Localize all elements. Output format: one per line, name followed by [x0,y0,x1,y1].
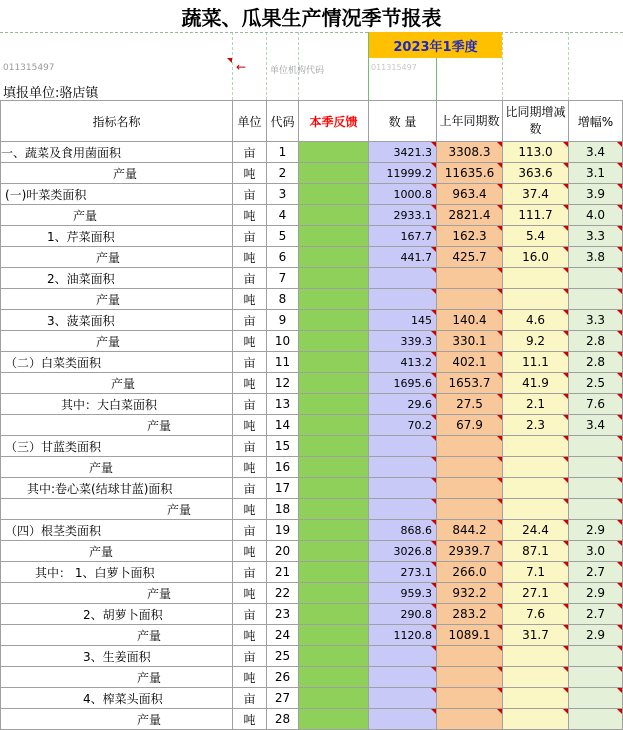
row-code: 11 [267,352,299,373]
row-code: 1 [267,142,299,163]
row-qty[interactable]: 339.3 [369,331,437,352]
row-rate[interactable] [569,499,623,520]
row-name: 产量 [1,373,233,394]
row-unit: 吨 [233,709,267,730]
row-code: 15 [267,436,299,457]
row-rate[interactable]: 3.3 [569,310,623,331]
row-diff[interactable]: 11.1 [503,352,569,373]
row-prev[interactable]: 402.1 [437,352,503,373]
row-name: 其中：大白菜面积 [1,394,233,415]
row-feedback[interactable] [299,184,369,205]
row-diff[interactable]: 2.1 [503,394,569,415]
table-row [1,310,623,331]
row-diff[interactable] [503,436,569,457]
row-feedback[interactable] [299,268,369,289]
table-row [1,394,623,415]
row-prev[interactable]: 330.1 [437,331,503,352]
row-feedback[interactable] [299,394,369,415]
row-prev[interactable] [437,688,503,709]
row-unit: 亩 [233,184,267,205]
row-diff[interactable]: 7.1 [503,562,569,583]
arrow-left-icon: ← [236,60,247,74]
row-feedback[interactable] [299,415,369,436]
table-row [1,268,623,289]
row-qty[interactable] [369,478,437,499]
row-feedback[interactable] [299,604,369,625]
row-rate[interactable]: 2.5 [569,373,623,394]
row-rate[interactable]: 3.4 [569,142,623,163]
table-row [1,226,623,247]
row-qty[interactable]: 167.7 [369,226,437,247]
row-feedback[interactable] [299,373,369,394]
row-name: (一)叶菜类面积 [1,184,233,205]
report-title: 蔬菜、瓜果生产情况季节报表 [0,0,623,33]
row-prev[interactable]: 140.4 [437,310,503,331]
row-feedback[interactable] [299,205,369,226]
row-prev[interactable]: 27.5 [437,394,503,415]
row-code: 28 [267,709,299,730]
row-name: 4、榨菜头面积 [1,688,233,709]
row-feedback[interactable] [299,583,369,604]
table-row [1,184,623,205]
row-diff[interactable] [503,457,569,478]
row-unit: 吨 [233,499,267,520]
row-name: 产量 [1,289,233,310]
row-rate[interactable] [569,667,623,688]
row-prev[interactable]: 2821.4 [437,205,503,226]
row-code: 21 [267,562,299,583]
table-row [1,352,623,373]
row-name: 产量 [1,667,233,688]
row-feedback[interactable] [299,142,369,163]
row-name: 2、油菜面积 [1,268,233,289]
row-diff[interactable]: 31.7 [503,625,569,646]
row-name: 3、生姜面积 [1,646,233,667]
table-row [1,646,623,667]
row-prev[interactable]: 11635.6 [437,163,503,184]
row-unit: 亩 [233,352,267,373]
header-feedback: 本季反馈 [299,101,369,142]
row-rate[interactable]: 4.0 [569,205,623,226]
row-name: （三）甘蓝类面积 [1,436,233,457]
row-prev[interactable]: 932.2 [437,583,503,604]
row-diff[interactable] [503,688,569,709]
row-name: 产量 [1,499,233,520]
row-qty[interactable] [369,646,437,667]
row-qty[interactable] [369,709,437,730]
row-diff[interactable] [503,268,569,289]
row-diff[interactable] [503,289,569,310]
row-name: （四）根茎类面积 [1,520,233,541]
row-prev[interactable]: 844.2 [437,520,503,541]
row-code: 22 [267,583,299,604]
row-rate[interactable] [569,709,623,730]
reporting-unit-row [0,80,623,101]
row-diff[interactable]: 24.4 [503,520,569,541]
row-feedback[interactable] [299,499,369,520]
row-feedback[interactable] [299,709,369,730]
row-code: 4 [267,205,299,226]
row-diff[interactable]: 4.6 [503,310,569,331]
row-unit: 吨 [233,667,267,688]
row-code: 8 [267,289,299,310]
row-diff[interactable]: 27.1 [503,583,569,604]
row-unit: 吨 [233,415,267,436]
row-prev[interactable] [437,646,503,667]
row-feedback[interactable] [299,352,369,373]
row-unit: 吨 [233,331,267,352]
row-rate[interactable] [569,289,623,310]
row-unit: 吨 [233,163,267,184]
row-code: 26 [267,667,299,688]
row-rate[interactable]: 2.9 [569,520,623,541]
row-name: 一、蔬菜及食用菌面积 [1,142,233,163]
row-diff[interactable] [503,709,569,730]
row-qty[interactable]: 1000.8 [369,184,437,205]
row-rate[interactable]: 3.9 [569,184,623,205]
row-feedback[interactable] [299,331,369,352]
row-unit: 亩 [233,562,267,583]
table-row [1,478,623,499]
row-qty[interactable]: 959.3 [369,583,437,604]
row-code: 7 [267,268,299,289]
row-name: 产量 [1,709,233,730]
row-name: 产量 [1,415,233,436]
row-diff[interactable] [503,646,569,667]
table-row [1,163,623,184]
row-code: 9 [267,310,299,331]
row-unit: 吨 [233,373,267,394]
table-row [1,709,623,730]
row-rate[interactable] [569,436,623,457]
row-unit: 亩 [233,688,267,709]
row-prev[interactable]: 3308.3 [437,142,503,163]
row-rate[interactable] [569,478,623,499]
row-qty[interactable] [369,688,437,709]
row-name: 产量 [1,625,233,646]
row-prev[interactable] [437,289,503,310]
table-row [1,436,623,457]
row-rate[interactable]: 3.4 [569,415,623,436]
row-code: 17 [267,478,299,499]
org-code-row [0,58,623,80]
row-qty[interactable]: 273.1 [369,562,437,583]
row-code: 24 [267,625,299,646]
table-row [1,583,623,604]
table-row [1,331,623,352]
row-prev[interactable]: 283.2 [437,604,503,625]
table-row [1,142,623,163]
row-qty[interactable] [369,436,437,457]
row-unit: 亩 [233,394,267,415]
header-diff: 比同期增减数 [503,101,569,142]
row-code: 13 [267,394,299,415]
row-prev[interactable] [437,709,503,730]
table-row [1,541,623,562]
row-feedback[interactable] [299,457,369,478]
row-diff[interactable]: 111.7 [503,205,569,226]
row-rate[interactable]: 2.9 [569,583,623,604]
row-diff[interactable]: 363.6 [503,163,569,184]
row-rate[interactable]: 3.0 [569,541,623,562]
row-code: 2 [267,163,299,184]
row-qty[interactable]: 29.6 [369,394,437,415]
row-code: 6 [267,247,299,268]
row-feedback[interactable] [299,688,369,709]
row-rate[interactable]: 2.7 [569,604,623,625]
row-unit: 亩 [233,520,267,541]
row-prev[interactable]: 1089.1 [437,625,503,646]
row-rate[interactable]: 7.6 [569,394,623,415]
row-name: 产量 [1,583,233,604]
row-rate[interactable]: 2.8 [569,352,623,373]
row-feedback[interactable] [299,436,369,457]
row-diff[interactable] [503,667,569,688]
header-qty: 数 量 [369,101,437,142]
row-name: 1、芹菜面积 [1,226,233,247]
row-diff[interactable]: 5.4 [503,226,569,247]
row-qty[interactable]: 441.7 [369,247,437,268]
row-name: 产量 [1,331,233,352]
row-rate[interactable]: 2.9 [569,625,623,646]
row-prev[interactable]: 162.3 [437,226,503,247]
row-qty[interactable]: 868.6 [369,520,437,541]
row-unit: 亩 [233,604,267,625]
table-row [1,415,623,436]
row-unit: 吨 [233,247,267,268]
row-qty[interactable]: 145 [369,310,437,331]
org-code-label: 单位机构代码 [270,66,325,76]
org-code-value[interactable]: 011315497 [3,63,55,73]
row-prev[interactable] [437,667,503,688]
table-row [1,373,623,394]
table-row [1,289,623,310]
row-prev[interactable]: 425.7 [437,247,503,268]
row-feedback[interactable] [299,226,369,247]
row-feedback[interactable] [299,562,369,583]
row-unit: 吨 [233,457,267,478]
row-unit: 吨 [233,583,267,604]
row-unit: 亩 [233,310,267,331]
table-row [1,625,623,646]
row-code: 25 [267,646,299,667]
header-code: 代码 [267,101,299,142]
table-row [1,520,623,541]
row-prev[interactable] [437,499,503,520]
row-rate[interactable] [569,646,623,667]
row-feedback[interactable] [299,478,369,499]
row-feedback[interactable] [299,289,369,310]
row-qty[interactable]: 70.2 [369,415,437,436]
row-feedback[interactable] [299,247,369,268]
row-prev[interactable]: 2939.7 [437,541,503,562]
row-rate[interactable] [569,457,623,478]
row-qty[interactable]: 290.8 [369,604,437,625]
row-diff[interactable]: 87.1 [503,541,569,562]
row-prev[interactable]: 266.0 [437,562,503,583]
row-feedback[interactable] [299,520,369,541]
row-code: 5 [267,226,299,247]
table-row [1,247,623,268]
row-diff[interactable]: 41.9 [503,373,569,394]
row-name: 产量 [1,247,233,268]
row-code: 23 [267,604,299,625]
row-qty[interactable] [369,499,437,520]
row-prev[interactable] [437,268,503,289]
row-diff[interactable]: 2.3 [503,415,569,436]
row-code: 3 [267,184,299,205]
row-unit: 亩 [233,268,267,289]
row-diff[interactable]: 16.0 [503,247,569,268]
row-prev[interactable]: 67.9 [437,415,503,436]
row-rate[interactable] [569,268,623,289]
row-unit: 亩 [233,478,267,499]
row-diff[interactable]: 7.6 [503,604,569,625]
row-qty[interactable] [369,457,437,478]
row-qty[interactable]: 1695.6 [369,373,437,394]
row-qty[interactable]: 11999.2 [369,163,437,184]
quarter-label[interactable]: 2023年1季度 [369,32,502,58]
row-name: 2、胡萝卜面积 [1,604,233,625]
row-feedback[interactable] [299,310,369,331]
row-code: 20 [267,541,299,562]
row-feedback[interactable] [299,646,369,667]
data-table [0,100,623,730]
table-row [1,457,623,478]
row-feedback[interactable] [299,541,369,562]
row-rate[interactable]: 3.8 [569,247,623,268]
row-unit: 亩 [233,436,267,457]
row-diff[interactable] [503,499,569,520]
reporting-unit: 填报单位:骆店镇 [3,86,99,101]
row-rate[interactable]: 3.3 [569,226,623,247]
row-name: 其中： 1、白萝卜面积 [1,562,233,583]
row-unit: 吨 [233,289,267,310]
row-prev[interactable]: 1653.7 [437,373,503,394]
row-qty[interactable]: 3421.3 [369,142,437,163]
row-rate[interactable]: 2.8 [569,331,623,352]
table-row [1,688,623,709]
row-prev[interactable]: 963.4 [437,184,503,205]
row-code: 19 [267,520,299,541]
row-code: 18 [267,499,299,520]
table-row [1,562,623,583]
row-unit: 吨 [233,541,267,562]
row-diff[interactable] [503,478,569,499]
row-feedback[interactable] [299,667,369,688]
row-name: （二）白菜类面积 [1,352,233,373]
table-row [1,667,623,688]
header-rate: 增幅% [569,101,623,142]
header-prev: 上年同期数 [437,101,503,142]
row-qty[interactable] [369,268,437,289]
row-qty[interactable] [369,289,437,310]
row-unit: 吨 [233,205,267,226]
row-qty[interactable]: 2933.1 [369,205,437,226]
row-qty[interactable]: 3026.8 [369,541,437,562]
row-code: 14 [267,415,299,436]
row-name: 产量 [1,205,233,226]
row-diff[interactable]: 37.4 [503,184,569,205]
row-feedback[interactable] [299,625,369,646]
row-unit: 亩 [233,142,267,163]
row-prev[interactable] [437,457,503,478]
row-name: 产量 [1,163,233,184]
row-qty[interactable] [369,667,437,688]
header-unit: 单位 [233,101,267,142]
row-qty[interactable]: 1120.8 [369,625,437,646]
row-name: 产量 [1,457,233,478]
row-code: 27 [267,688,299,709]
header-row [1,101,623,142]
row-unit: 吨 [233,625,267,646]
row-rate[interactable] [569,688,623,709]
org-code-value-secondary: 011315497 [371,63,417,72]
row-rate[interactable]: 2.7 [569,562,623,583]
row-code: 16 [267,457,299,478]
row-qty[interactable]: 413.2 [369,352,437,373]
row-name: 产量 [1,541,233,562]
row-code: 10 [267,331,299,352]
row-name: 其中:卷心菜(结球甘蓝)面积 [1,478,233,499]
row-unit: 亩 [233,226,267,247]
row-unit: 亩 [233,646,267,667]
row-feedback[interactable] [299,163,369,184]
table-row [1,499,623,520]
row-name: 3、菠菜面积 [1,310,233,331]
row-diff[interactable]: 113.0 [503,142,569,163]
row-code: 12 [267,373,299,394]
table-row [1,604,623,625]
row-rate[interactable]: 3.1 [569,163,623,184]
row-prev[interactable] [437,478,503,499]
table-row [1,205,623,226]
row-prev[interactable] [437,436,503,457]
header-name: 指标名称 [1,101,233,142]
row-diff[interactable]: 9.2 [503,331,569,352]
